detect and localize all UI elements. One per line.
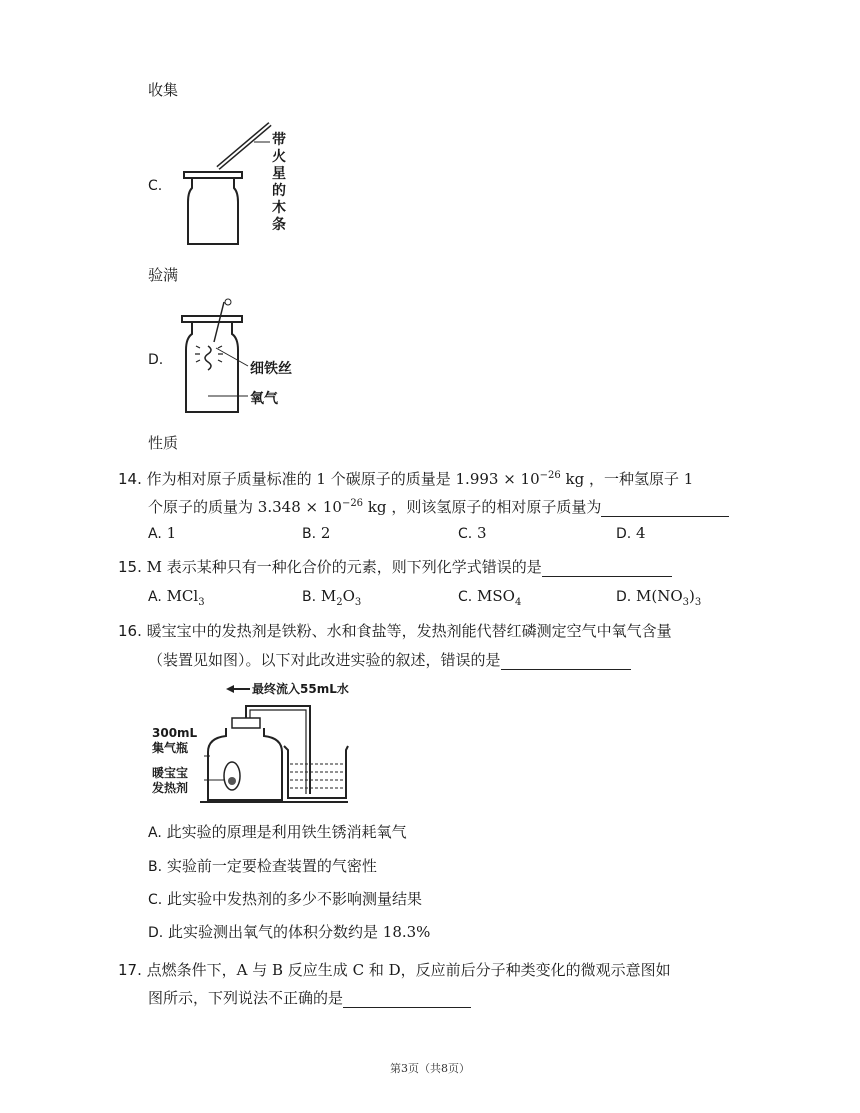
q15-option-d[interactable]: D. $M(NO_3)_3$ <box>616 587 702 608</box>
bottle-stopper <box>232 718 260 728</box>
q14-option-a[interactable]: A. 1 <box>148 524 177 542</box>
question-15-line-1: 15. M 表示某种只有一种化合价的元素，则下列化学式错误的是 <box>118 557 672 577</box>
figure-16-bottle-label: 300mL 集气瓶 <box>152 726 198 755</box>
flame-tip <box>225 299 231 305</box>
burning-spiral <box>205 346 211 370</box>
caption-collect: 收集 <box>148 81 179 99</box>
figure-16-agent-label: 暖宝宝 发热剂 <box>152 766 189 795</box>
figure-d-label-gas: 氧气 <box>250 391 278 407</box>
option-d-label: D. <box>148 352 164 368</box>
hydrogen-mass: $3.348 \times 10^{-26}$ kg <box>257 498 387 516</box>
question-16-line-2: （装置见如图）。以下对此改进实验的叙述，错误的是 <box>148 650 631 670</box>
answer-blank-16[interactable] <box>501 653 631 670</box>
bottle-c-lid <box>184 172 242 178</box>
question-17-line-1: 17. 点燃条件下，A 与 B 反应生成 C 和 D，反应前后分子种类变化的微观示意图如 <box>118 961 671 979</box>
caption-check-full: 验满 <box>148 266 179 284</box>
q16-option-b[interactable]: B. 实验前一定要检查装置的气密性 <box>148 857 377 875</box>
carbon-mass: $1.993 \times 10^{-26}$ kg <box>455 470 585 488</box>
q14-option-b[interactable]: B. 2 <box>302 524 331 542</box>
question-15-number: 15. <box>118 558 142 576</box>
q15-option-c[interactable]: C. $MSO_4$ <box>458 587 522 608</box>
q14-option-d[interactable]: D. 4 <box>616 524 646 542</box>
question-14-line-2: 个原子的质量为 $3.348 \times 10^{-26}$ kg ，则该氢原子的相对原子质量为 <box>148 494 729 517</box>
question-14-line-1: 14. 作为相对原子质量标准的 1 个碳原子的质量是 $1.993 \times 10^{-26}$ kg ，一种氢原子 1 <box>118 470 694 488</box>
caption-property: 性质 <box>148 434 179 452</box>
q15-option-a[interactable]: A. MCl$_3$ <box>148 587 205 608</box>
figure-d-label-wire: 细铁丝 <box>250 361 292 377</box>
q16-option-a[interactable]: A. 此实验的原理是利用铁生锈消耗氧气 <box>148 823 407 841</box>
q15-option-b[interactable]: B. $M_2O_3$ <box>302 587 362 608</box>
collection-bottle <box>208 728 282 800</box>
bottle-d-body <box>186 322 238 412</box>
bottle-c-body <box>188 178 238 244</box>
answer-blank-14[interactable] <box>601 500 729 517</box>
figure-16-arrow-label: 最终流入55mL水 <box>252 682 349 696</box>
question-16-number: 16. <box>118 622 142 640</box>
question-14-number: 14. <box>118 470 142 488</box>
page-footer: 第3页（共8页） <box>390 1062 470 1075</box>
answer-blank-15[interactable] <box>542 560 672 577</box>
question-17-line-2: 图所示，下列说法不正确的是 <box>148 988 471 1008</box>
question-17-number: 17. <box>118 961 142 979</box>
glass-tube <box>246 706 310 794</box>
figure-c-label: 带 火 星 的 木 条 <box>272 132 286 233</box>
option-c-label: C. <box>148 178 163 194</box>
heater-packet <box>224 762 240 790</box>
answer-blank-17[interactable] <box>343 991 471 1008</box>
q16-option-d[interactable]: D. 此实验测出氧气的体积分数约是 18.3% <box>148 923 431 941</box>
bottle-d-lid <box>182 316 242 322</box>
q14-option-c[interactable]: C. 3 <box>458 524 487 542</box>
q16-option-c[interactable]: C. 此实验中发热剂的多少不影响测量结果 <box>148 890 423 908</box>
question-16-line-1: 16. 暖宝宝中的发热剂是铁粉、水和食盐等，发热剂能代替红磷测定空气中氧气含量 <box>118 622 672 640</box>
